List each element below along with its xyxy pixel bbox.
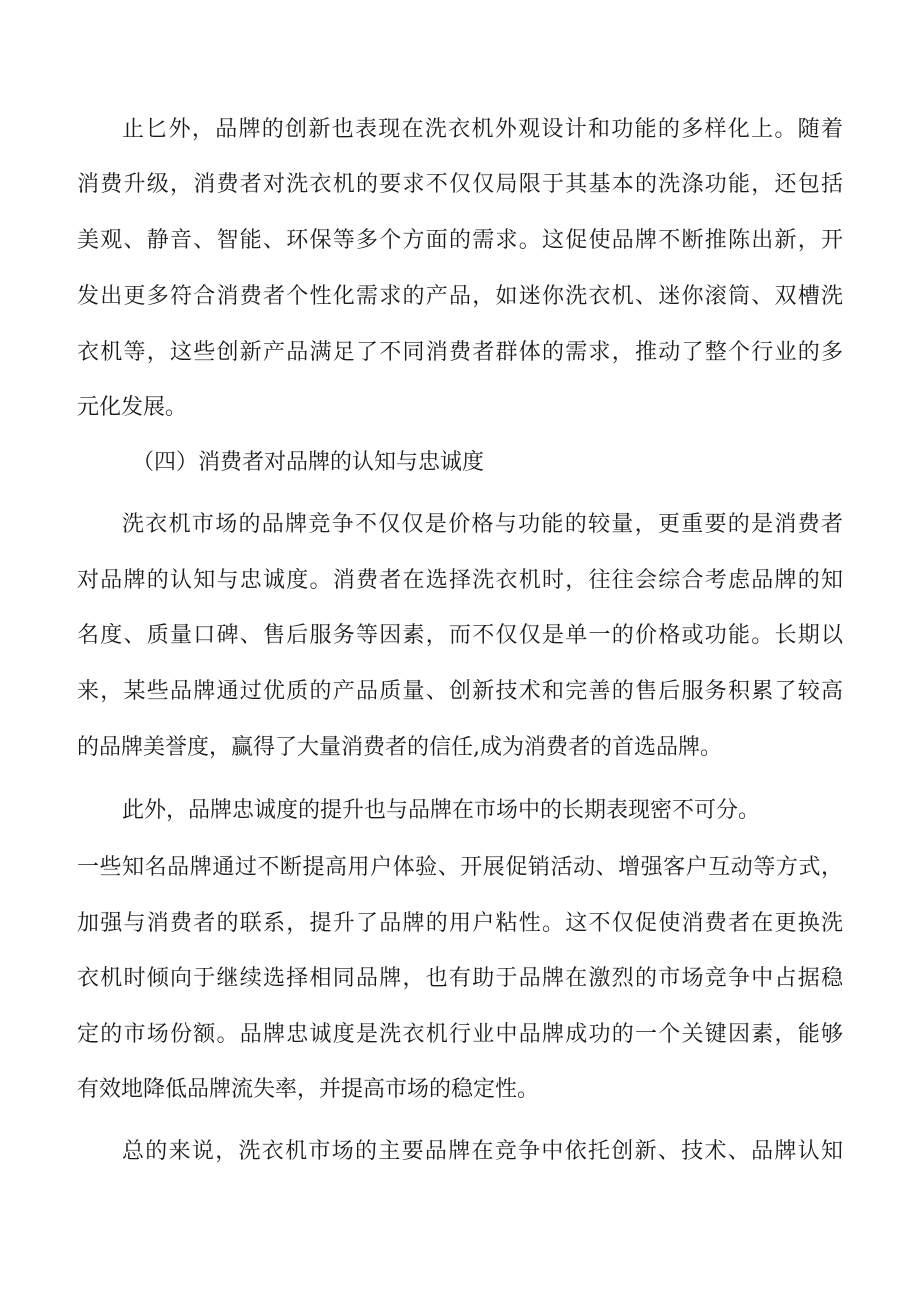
paragraph-3-line-4: 衣机时倾向于继续选择相同品牌，也有助于品牌在激烈的市场竞争中占据稳: [77, 966, 843, 991]
paragraph-1-line-4: 发出更多符合消费者个性化需求的产品，如迷你洗衣机、迷你滚筒、双槽洗: [77, 284, 843, 309]
paragraph-1-line-6: 元化发展。: [77, 395, 188, 420]
section-heading: （四）消费者对品牌的认知与忠诚度: [132, 450, 485, 475]
paragraph-3-line-1: 此外，品牌忠诚度的提升也与品牌在市场中的长期表现密不可分。: [122, 798, 761, 823]
paragraph-2-line-3: 名度、质量口碑、售后服务等因素，而不仅仅是单一的价格或功能。长期以: [77, 623, 843, 648]
paragraph-1-line-3: 美观、静音、智能、环保等多个方面的需求。这促使品牌不断推陈出新，开: [77, 228, 843, 253]
paragraph-2-line-1: 洗衣机市场的品牌竞争不仅仅是价格与功能的较量，更重要的是消费者: [122, 512, 843, 537]
paragraph-1-line-1: 止匕外，品牌的创新也表现在洗衣机外观设计和功能的多样化上。随着: [122, 117, 843, 142]
paragraph-3-line-2: 一些知名品牌通过不断提高用户体验、开展促销活动、增强客户互动等方式，: [77, 855, 843, 880]
paragraph-4-line-1: 总的来说，洗衣机市场的主要品牌在竞争中依托创新、技术、品牌认知: [122, 1139, 843, 1164]
paragraph-1-line-2: 消费升级，消费者对洗衣机的要求不仅仅局限于其基本的洗涤功能，还包括: [77, 172, 843, 197]
paragraph-1-line-5: 衣机等，这些创新产品满足了不同消费者群体的需求，推动了整个行业的多: [77, 340, 843, 365]
paragraph-3-line-6: 有效地降低品牌流失率，并提高市场的稳定性。: [77, 1077, 540, 1102]
paragraph-2-line-4: 来，某些品牌通过优质的产品质量、创新技术和完善的售后服务积累了较高: [77, 679, 843, 704]
paragraph-3-line-5: 定的市场份额。品牌忠诚度是洗衣机行业中品牌成功的一个关键因素，能够: [77, 1022, 843, 1047]
paragraph-3-line-3: 加强与消费者的联系，提升了品牌的用户粘性。这不仅促使消费者在更换洗: [77, 911, 843, 936]
paragraph-2-line-5: 的品牌美誉度，赢得了大量消费者的信任,成为消费者的首选品牌。: [77, 735, 722, 760]
paragraph-2-line-2: 对品牌的认知与忠诚度。消费者在选择洗衣机时，往往会综合考虑品牌的知: [77, 568, 843, 593]
